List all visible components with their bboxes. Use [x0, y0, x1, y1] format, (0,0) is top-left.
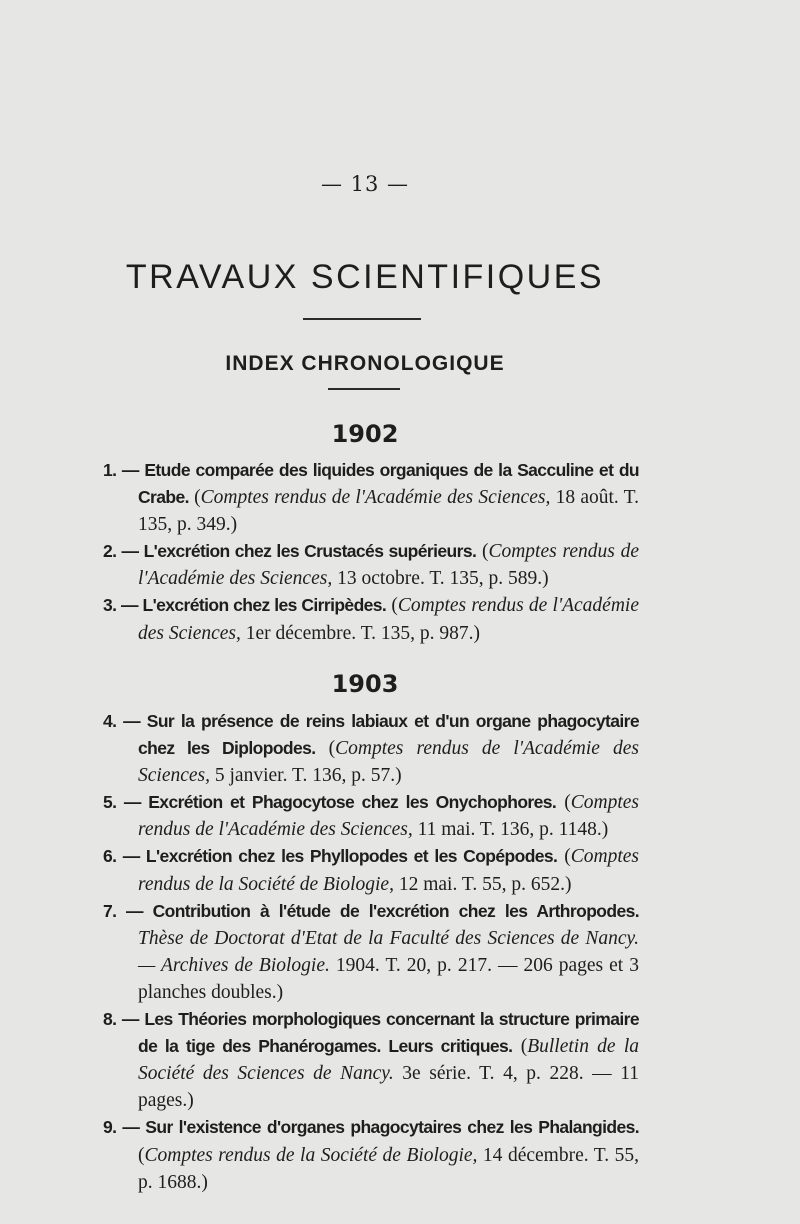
bibliography-entry: [103, 538, 639, 592]
subtitle-divider: [328, 388, 400, 390]
entry-ref-open: (: [188, 487, 201, 509]
entry-publication: Comptes rendus de la Société de Biologie,: [138, 846, 639, 895]
entry-ref-open: (: [512, 1036, 528, 1058]
entry-title: Sur la présence de reins labiaux et d'un organe phagocytaire chez les Diplopodes.: [138, 711, 639, 759]
entry-details: 11 mai. T. 136, p. 1148.): [412, 819, 609, 841]
entry-ref-open: (: [476, 541, 489, 563]
page-title: TRAVAUX SCIENTIFIQUES: [125, 258, 605, 296]
entry-title: L'excrétion chez les Cirripèdes.: [142, 595, 387, 616]
entry-ref-open: (: [386, 595, 398, 617]
entry-title: Sur l'existence d'organes phagocytaires chez les Phalangides.: [145, 1117, 639, 1138]
bibliography-entry: [103, 1006, 639, 1114]
entry-ref-open: (: [315, 738, 336, 760]
entry-title: L'excrétion chez les Crustacés supérieurs.: [143, 541, 477, 562]
year-heading-1903: 1903: [331, 670, 399, 698]
entry-publication: Thèse de Doctorat d'Etat de la Faculté des Sciences de Nancy. — Archives de Biologie.: [138, 927, 639, 976]
entry-number: 9. —: [103, 1117, 146, 1138]
bibliography-entry: [103, 708, 639, 789]
entry-number: 2. —: [103, 541, 144, 562]
page-number: — 13 —: [320, 172, 410, 196]
year-heading-1902: 1902: [331, 420, 399, 448]
entry-number: 5. —: [103, 792, 149, 813]
entry-title: Les Théories morphologiques concernant la structure primaire de la tige des Phanérogames. Leurs critiques.: [138, 1009, 639, 1057]
entry-ref-open: (: [557, 846, 571, 868]
entry-publication: Comptes rendus de l'Académie des Sciences,: [138, 792, 639, 841]
entry-details: 1904. T. 20, p. 217. — 206 pages et 3 planches doubles.): [138, 954, 639, 1003]
entry-number: 4. —: [103, 711, 147, 731]
bibliography-entry: [103, 789, 639, 843]
section-subtitle: INDEX CHRONOLOGIQUE: [225, 352, 505, 375]
entry-number: 7. —: [103, 900, 153, 921]
entry-details: 13 octobre. T. 135, p. 589.): [332, 568, 549, 590]
entry-number: 8. —: [103, 1009, 145, 1030]
bibliography-entry: [103, 457, 639, 538]
entry-publication: Bulletin de la Société des Sciences de Nancy.: [138, 1036, 639, 1085]
entry-details: 5 janvier. T. 136, p. 57.): [210, 765, 402, 787]
entry-number: 6. —: [103, 846, 146, 867]
entry-title: L'excrétion chez les Phyllopodes et les Copépodes.: [145, 846, 558, 867]
entry-details: 3e série. T. 4, p. 228. — 11 pages.): [138, 1063, 639, 1112]
entry-title: Contribution à l'étude de l'excrétion chez les Arthropodes.: [152, 900, 639, 921]
bibliography-entry: [103, 592, 639, 646]
entry-number: 3. —: [103, 595, 143, 616]
entry-list-1902: [103, 457, 639, 647]
entry-publication: Comptes rendus de l'Académie des Sciences,: [138, 541, 639, 590]
title-divider: [303, 318, 421, 320]
entry-details: 14 décembre. T. 55, p. 1688.): [138, 1144, 639, 1193]
entry-publication: Comptes rendus de l'Académie des Sciences,: [200, 487, 551, 509]
bibliography-entry: [103, 843, 639, 897]
entry-ref-open: (: [138, 1144, 145, 1166]
entry-number: 1. —: [103, 460, 145, 480]
entry-ref-open: (: [556, 792, 571, 814]
entry-list-1903: [103, 708, 639, 1196]
entry-publication: Comptes rendus de l'Académie des Sciences,: [138, 595, 639, 644]
entry-details: 18 août. T. 135, p. 349.): [138, 487, 639, 536]
entry-publication: Comptes rendus de l'Académie des Sciences,: [138, 738, 639, 787]
entry-title: Excrétion et Phagocytose chez les Onychophores.: [148, 792, 557, 813]
entry-details: 12 mai. T. 55, p. 652.): [393, 873, 572, 895]
entry-publication: Comptes rendus de la Société de Biologie,: [144, 1144, 478, 1166]
entry-details: 1er décembre. T. 135, p. 987.): [240, 622, 481, 644]
entry-title: Etude comparée des liquides organiques de la Sacculine et du Crabe.: [138, 460, 639, 508]
bibliography-entry: [103, 898, 639, 1006]
bibliography-entry: [103, 1114, 639, 1195]
